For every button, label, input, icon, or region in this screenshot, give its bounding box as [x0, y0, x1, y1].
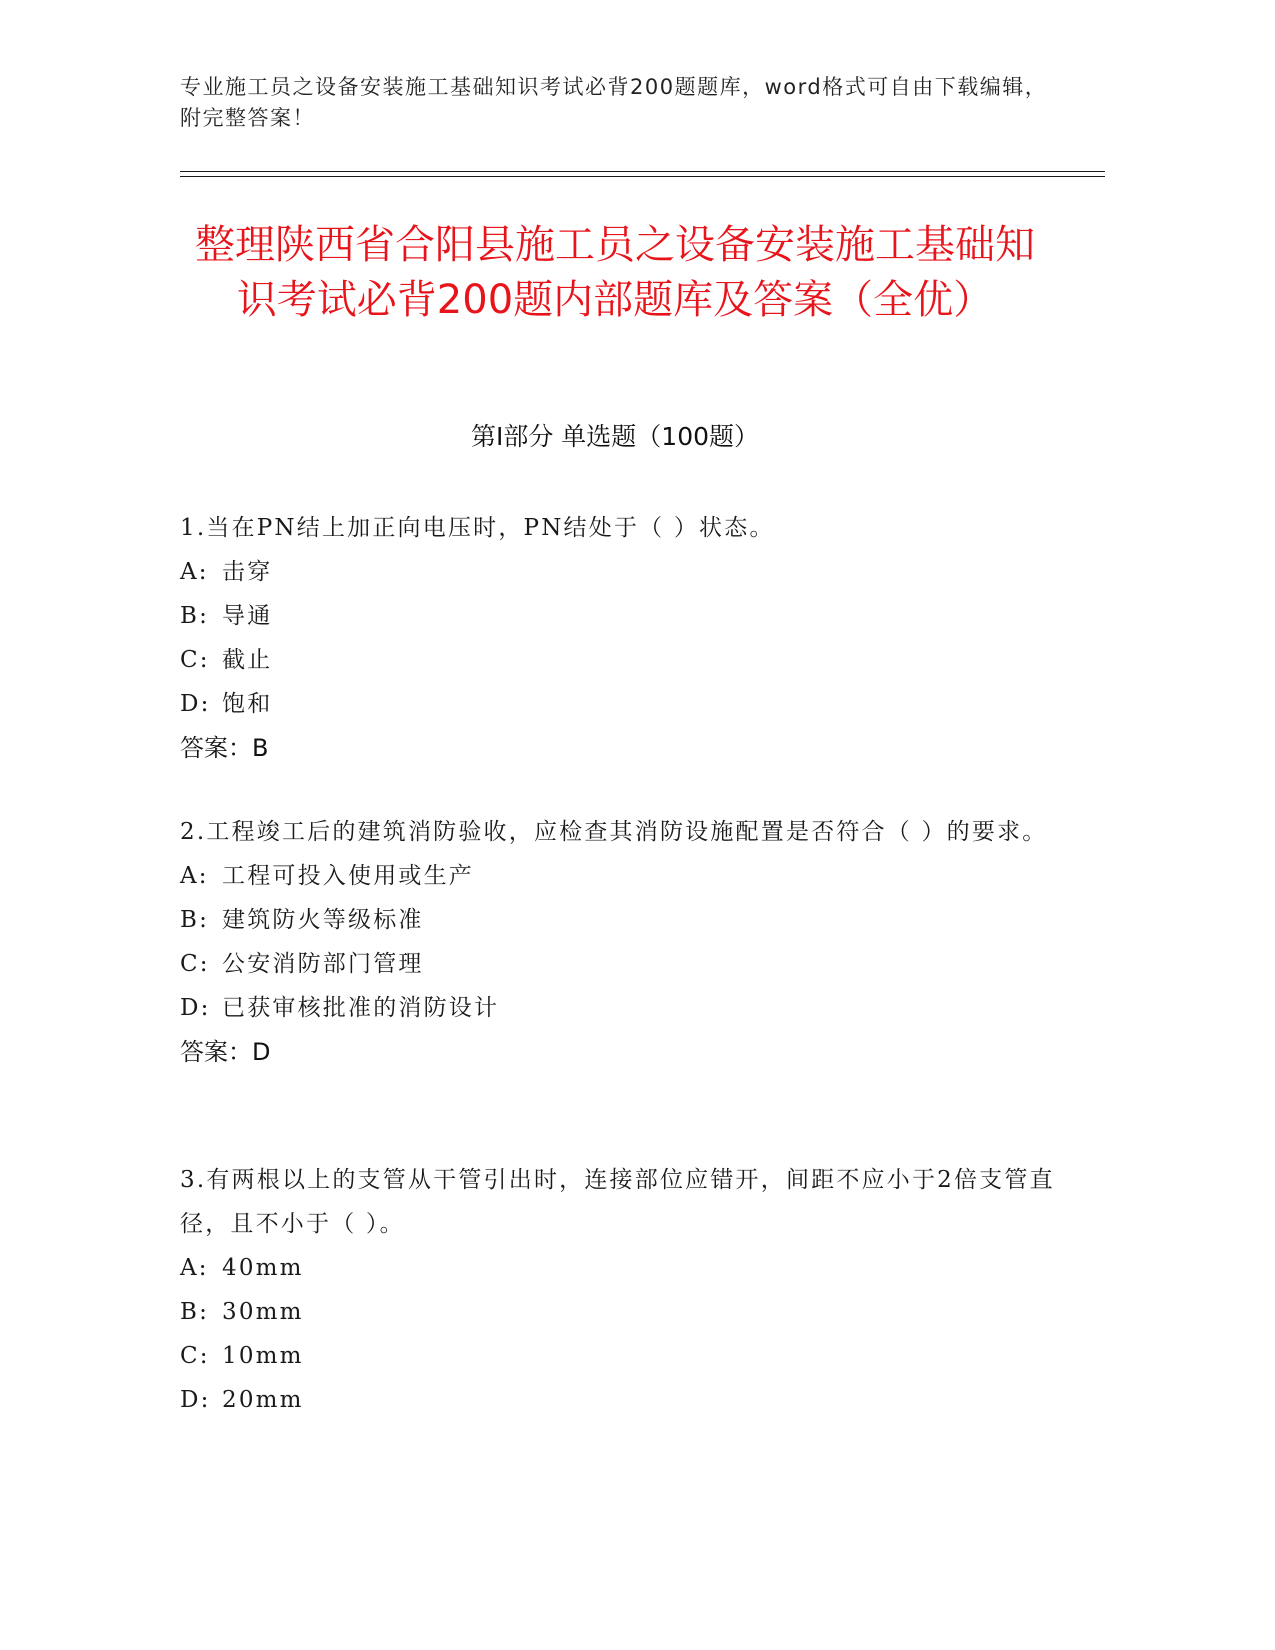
option-text: 公安消防部门管理 — [222, 951, 424, 977]
answer: 答案：D — [180, 1038, 271, 1066]
option-key: C: — [180, 951, 210, 977]
option-b — [180, 898, 1060, 942]
option-b — [180, 1290, 1060, 1334]
option-c — [180, 1334, 1060, 1378]
header-divider-top — [180, 171, 1105, 172]
option-d — [180, 986, 1060, 1030]
answer: 答案：B — [180, 734, 269, 762]
option-text: 40mm — [222, 1255, 304, 1281]
question-stem: 1.当在PN结上加正向电压时，PN结处于（ ）状态。 — [180, 515, 775, 541]
option-text: 20mm — [222, 1387, 304, 1413]
option-key: A: — [180, 559, 209, 585]
option-text: 击穿 — [222, 559, 273, 585]
option-key: A: — [180, 863, 209, 889]
option-text: 已获审核批准的消防设计 — [222, 995, 500, 1021]
option-c — [180, 638, 1060, 682]
question-1 — [180, 506, 1060, 770]
header-divider-bottom — [180, 176, 1105, 177]
question-stem: 2.工程竣工后的建筑消防验收，应检查其消防设施配置是否符合（ ）的要求。 — [180, 819, 1048, 845]
option-a — [180, 550, 1060, 594]
question-stem: 3.有两根以上的支管从干管引出时，连接部位应错开，间距不应小于2倍支管直径，且不小于（ ）。 — [180, 1167, 1055, 1237]
option-b — [180, 594, 1060, 638]
option-key: D: — [180, 1387, 211, 1413]
header-note: 专业施工员之设备安装施工基础知识考试必背200题题库，word格式可自由下载编辑，附完整答案！ — [180, 75, 1048, 130]
option-key: D: — [180, 995, 211, 1021]
option-key: C: — [180, 1343, 210, 1369]
question-2 — [180, 810, 1060, 1074]
option-text: 建筑防火等级标准 — [222, 907, 424, 933]
option-text: 导通 — [222, 603, 273, 629]
option-d — [180, 682, 1060, 726]
option-key: B: — [180, 603, 210, 629]
option-c — [180, 942, 1060, 986]
option-text: 截止 — [222, 647, 273, 673]
option-text: 10mm — [222, 1343, 304, 1369]
option-key: C: — [180, 647, 210, 673]
option-key: B: — [180, 1299, 210, 1325]
option-text: 饱和 — [222, 691, 273, 717]
document-title: 整理陕西省合阳县施工员之设备安装施工基础知识考试必背200题内部题库及答案（全优） — [195, 222, 1035, 323]
option-a — [180, 854, 1060, 898]
option-key: A: — [180, 1255, 209, 1281]
option-d — [180, 1378, 1060, 1422]
option-text: 30mm — [222, 1299, 304, 1325]
option-text: 工程可投入使用或生产 — [222, 863, 474, 889]
option-key: B: — [180, 907, 210, 933]
question-3 — [180, 1158, 1060, 1422]
option-a — [180, 1246, 1060, 1290]
option-key: D: — [180, 691, 211, 717]
section-heading: 第I部分 单选题（100题） — [470, 422, 760, 451]
